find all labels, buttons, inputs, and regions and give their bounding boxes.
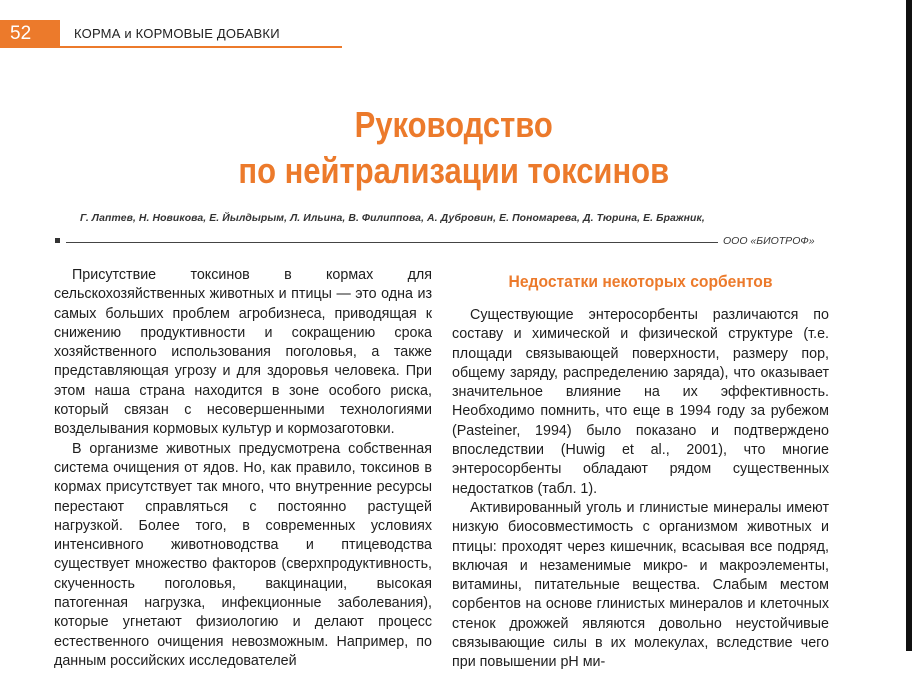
paragraph: Присутствие токсинов в кормах для сельскохозяйственных животных и птицы — это одна из самых больших проблем агробизнеса, приводящая к снижению продуктивности и сокращению срока хозяйственного использования поголовья, а также представляющая угрозу и для здоровья человека. При этом наша страна находится в зоне особого риска, который связан с несовершенными технологиями возделывания кормовых культур и кормозаготовки.	[54, 267, 432, 438]
authors: Г. Лаптев, Н. Новикова, Е. Йылдырым, Л. Ильина, В. Филиппова, А. Дубровин, Е. Пономарева, Д. Тюрина, Е. Бражник,	[80, 213, 705, 224]
section-heading: Недостатки некоторых сорбентов	[508, 272, 773, 291]
paragraph: Активированный уголь и глинистые минералы имеют низкую биосовместимость с организмом животных и птицы: проходят через кишечник, всасывая все подряд, включая и незаменимые микро- и макроэлементы, витамины, питательные вещества. Слабым местом сорбентов на основе глинистых минералов и клеточных стенок дрожжей являются довольно неустойчивые связывающие силы в их молекулах, вследствие чего при повышении рН ми-	[452, 499, 829, 671]
paragraph: В организме животных предусмотрена собственная система очищения от ядов. Но, как правило, токсинов в кормах присутствует так много, что внутренние ресурсы перестают справляться с постоянно растущей нагрузкой. Более того, в современных условиях интенсивного животноводства и птицеводства существует множество факторов (сверхпродуктивность, скученность поголовья, вакцинации, высокая патогенная нагрузка, инфекционные заболевания), которые угнетают физиологию и делают процесс естественного очищения невозможным. Например, по данным российских исследователей	[54, 440, 432, 669]
section-title: КОРМА и КОРМОВЫЕ ДОБАВКИ	[74, 26, 280, 41]
affiliation-rule	[66, 242, 718, 243]
page-edge	[906, 0, 912, 651]
bullet-icon	[55, 238, 60, 243]
left-column	[54, 266, 432, 671]
page-number: 52	[0, 20, 60, 48]
right-column	[452, 306, 829, 673]
affiliation: ООО «БИОТРОФ»	[723, 235, 815, 247]
article-title-line2: по нейтрализации токсинов	[238, 150, 670, 191]
header-rule	[60, 46, 342, 48]
article-title-line1: Руководство	[354, 104, 553, 145]
paragraph: Существующие энтеросорбенты различаются по составу и химической и физической структуре (т.е. площади связывающей поверхности, размеру пор, общему заряду, распределению заряда), что оказывает значительное влияние на их эффективность. Необходимо помнить, что еще в 1994 году за рубежом (Pasteiner, 1994) было показано и подтверждено впоследствии (Huwig et al., 2001), что многие энтеросорбенты обладают рядом существенных недостатков (табл. 1).	[452, 307, 829, 497]
